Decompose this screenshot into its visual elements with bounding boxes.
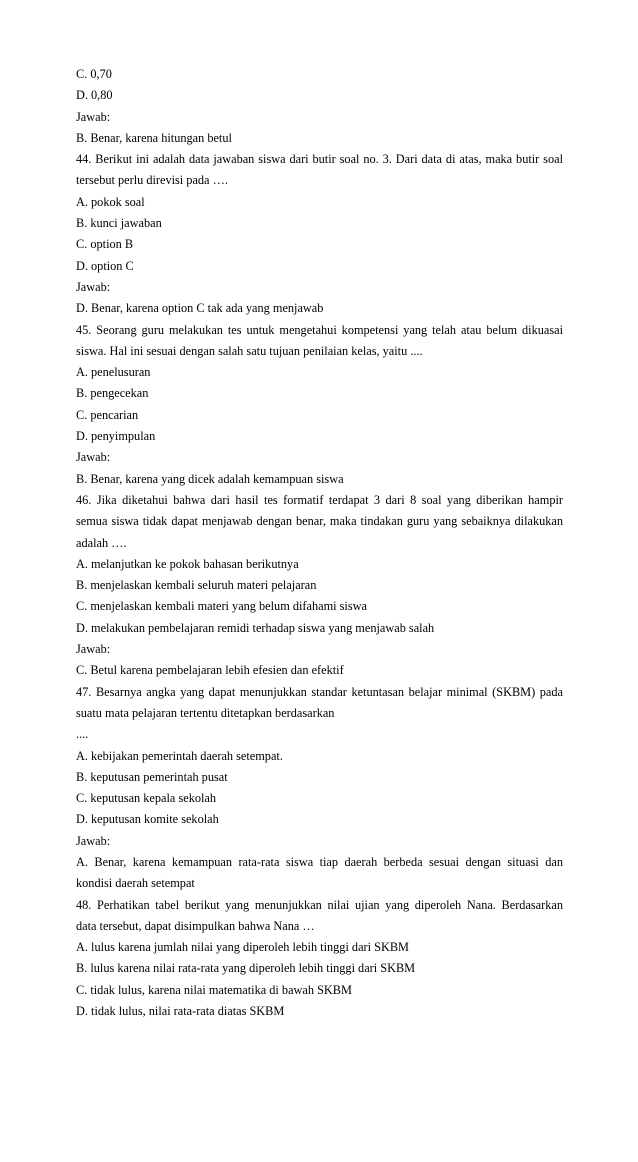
text-line: Jawab: <box>76 279 111 294</box>
text-line: D. Benar, karena option C tak ada yang menjawab <box>76 301 324 316</box>
text-line: B. lulus karena nilai rata-rata yang diperoleh lebih tinggi dari SKBM <box>76 961 416 976</box>
text-line: B. keputusan pemerintah pusat <box>76 769 228 784</box>
text-line: A. kebijakan pemerintah daerah setempat. <box>76 748 283 763</box>
text-line: 46. Jika diketahui bahwa dari hasil tes formatif terdapat 3 dari 8 soal yang diberikan hampir <box>76 492 563 507</box>
text-line: .... <box>76 727 89 742</box>
text-line: C. pencarian <box>76 407 139 422</box>
text-line: Jawab: <box>76 450 111 465</box>
text-line: kondisi daerah setempat <box>76 876 195 891</box>
text-line: A. melanjutkan ke pokok bahasan berikutnya <box>76 556 299 571</box>
text-line: B. pengecekan <box>76 386 149 401</box>
text-line: D. 0,80 <box>76 88 113 103</box>
text-line: 47. Besarnya angka yang dapat menunjukkan standar ketuntasan belajar minimal (SKBM) pada <box>76 684 563 699</box>
text-line: siswa. Hal ini sesuai dengan salah satu tujuan penilaian kelas, yaitu .... <box>76 343 423 358</box>
text-line: A. pokok soal <box>76 194 145 209</box>
text-line: 48. Perhatikan tabel berikut yang menunjukkan nilai ujian yang diperoleh Nana. Berdasarkan <box>76 897 563 912</box>
document-page <box>76 64 563 1022</box>
text-line: A. Benar, karena kemampuan rata-rata siswa tiap daerah berbeda sesuai dengan situasi dan <box>76 854 563 869</box>
text-line: D. tidak lulus, nilai rata-rata diatas SKBM <box>76 1004 285 1019</box>
text-line: 44. Berikut ini adalah data jawaban siswa dari butir soal no. 3. Dari data di atas, maka butir soal <box>76 152 563 167</box>
text-line: Jawab: <box>76 833 111 848</box>
text-line: tersebut perlu direvisi pada …. <box>76 173 228 188</box>
text-line: 45. Seorang guru melakukan tes untuk mengetahui kompetensi yang telah atau belum dikuasai <box>76 322 563 337</box>
text-line: Jawab: <box>76 642 111 657</box>
text-line: C. keputusan kepala sekolah <box>76 791 217 806</box>
text-line: suatu mata pelajaran tertentu ditetapkan berdasarkan <box>76 705 335 720</box>
text-line: B. menjelaskan kembali seluruh materi pelajaran <box>76 578 317 593</box>
text-line: C. tidak lulus, karena nilai matematika di bawah SKBM <box>76 982 352 997</box>
text-line: semua siswa tidak dapat menjawab dengan benar, maka tindakan guru yang sebaiknya dilakukan <box>76 514 563 529</box>
text-line: C. option B <box>76 237 134 252</box>
text-line: A. lulus karena jumlah nilai yang diperoleh lebih tinggi dari SKBM <box>76 940 409 955</box>
text-line: D. keputusan komite sekolah <box>76 812 219 827</box>
text-line: adalah …. <box>76 535 127 550</box>
text-line: D. option C <box>76 258 134 273</box>
text-line: C. 0,70 <box>76 67 112 81</box>
text-line: B. Benar, karena yang dicek adalah kemampuan siswa <box>76 471 344 486</box>
text-line: D. melakukan pembelajaran remidi terhadap siswa yang menjawab salah <box>76 620 435 635</box>
text-line: Jawab: <box>76 109 111 124</box>
text-line: A. penelusuran <box>76 365 151 380</box>
text-line: B. kunci jawaban <box>76 216 162 231</box>
text-line: D. penyimpulan <box>76 429 156 444</box>
text-line: data tersebut, dapat disimpulkan bahwa Nana … <box>76 918 315 933</box>
text-line: C. Betul karena pembelajaran lebih efesien dan efektif <box>76 663 344 678</box>
text-line: C. menjelaskan kembali materi yang belum difahami siswa <box>76 599 367 614</box>
text-line: B. Benar, karena hitungan betul <box>76 130 232 145</box>
